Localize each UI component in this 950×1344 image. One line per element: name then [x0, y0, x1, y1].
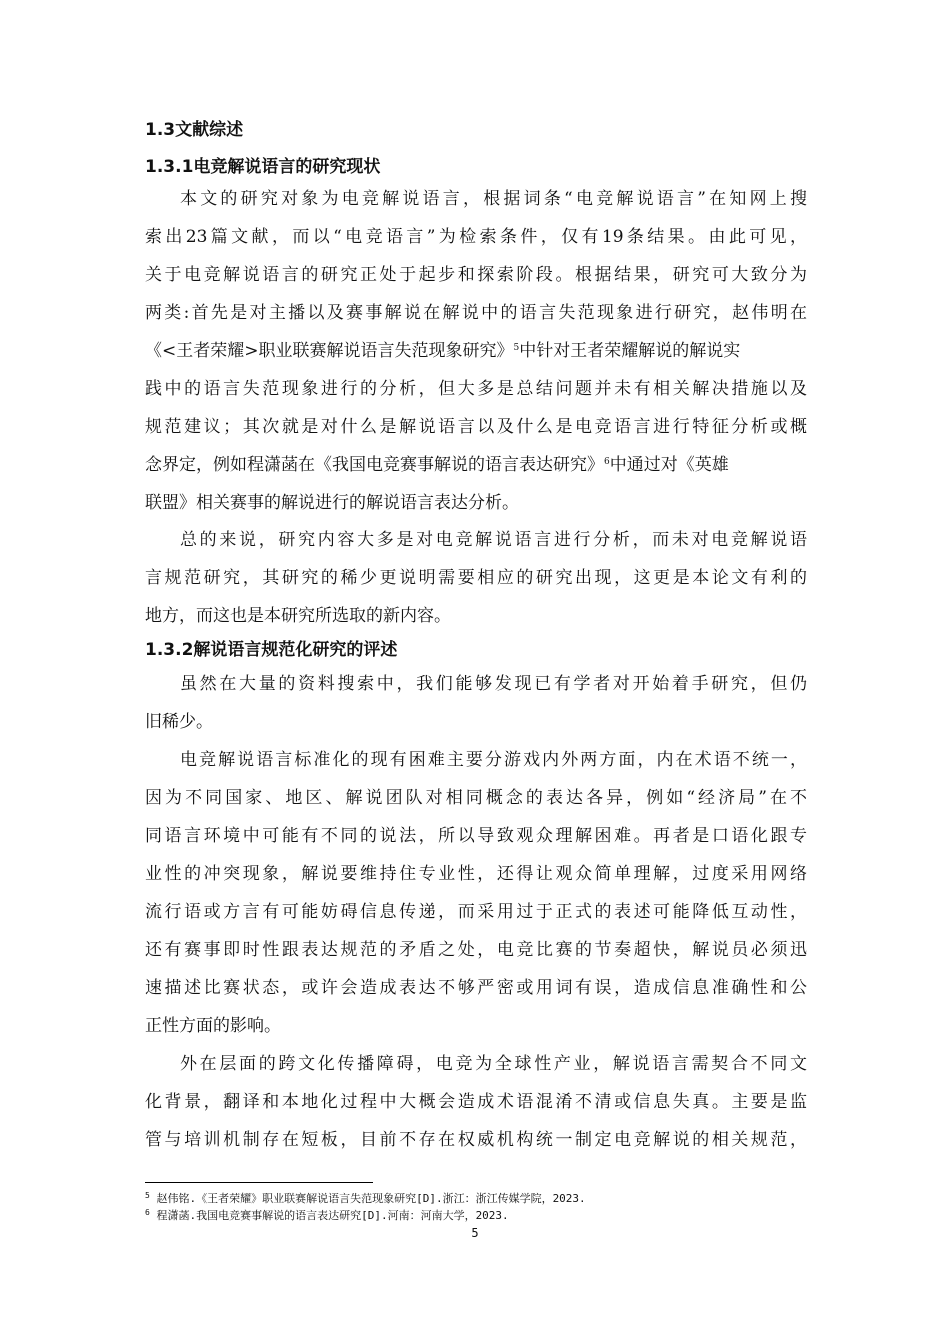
- citation-text: 中通过对《英雄: [609, 455, 729, 475]
- section-heading-1-3: 1.3文献综述: [145, 120, 244, 140]
- section-heading-1-3-1: 1.3.1电竞解说语言的研究现状: [145, 157, 381, 177]
- paragraph-line: 管与培训机制存在短板，目前不存在权威机构统一制定电竞解说的相关规范，: [145, 1130, 807, 1150]
- paragraph-line: 地方，而这也是本研究所选取的新内容。: [145, 606, 451, 626]
- footnote-6: [145, 1209, 509, 1223]
- paragraph-line: 践中的语言失范现象进行的分析，但大多是总结问题并未有相关解决措施以及: [145, 379, 807, 399]
- paragraph-line: 总的来说，研究内容大多是对电竞解说语言进行分析，而未对电竞解说语: [180, 530, 807, 550]
- paragraph-line: 本文的研究对象为电竞解说语言，根据词条“电竞解说语言”在知网上搜: [180, 189, 807, 209]
- footnote-ref-6: 6: [604, 457, 610, 467]
- paragraph-line: 业性的冲突现象，解说要维持住专业性，还得让观众简单理解，过度采用网络: [145, 864, 807, 884]
- paragraph-line: 两类:首先是对主播以及赛事解说在解说中的语言失范现象进行研究，赵伟明在: [145, 303, 807, 323]
- paragraph-line: 速描述比赛状态，或许会造成表达不够严密或用词有误，造成信息准确性和公: [145, 978, 807, 998]
- footnote-mark: 5: [145, 1191, 150, 1200]
- paragraph-line: 还有赛事即时性跟表达规范的矛盾之处，电竞比赛的节奏超快，解说员必须迅: [145, 940, 807, 960]
- footnote-mark: 6: [145, 1208, 150, 1217]
- section-heading-1-3-2: 1.3.2解说语言规范化研究的评述: [145, 640, 398, 660]
- paragraph-line: 规范建议；其次就是对什么是解说语言以及什么是电竞语言进行特征分析或概: [145, 417, 807, 437]
- paragraph-line: 外在层面的跨文化传播障碍，电竞为全球性产业，解说语言需契合不同文: [180, 1054, 807, 1074]
- footnote-ref-5: 5: [513, 343, 520, 353]
- footnote-5: [145, 1192, 586, 1206]
- citation-text: 中针对王者荣耀解说的解说实: [519, 341, 741, 361]
- paragraph-line: 联盟》相关赛事的解说进行的解说语言表达分析。: [145, 493, 519, 513]
- paragraph-line: 虽然在大量的资料搜索中，我们能够发现已有学者对开始着手研究，但仍: [180, 674, 807, 694]
- paragraph-line: 言规范研究，其研究的稀少更说明需要相应的研究出现，这更是本论文有利的: [145, 568, 807, 588]
- footnote-divider: [145, 1182, 373, 1183]
- citation-text: 念界定，例如程潇菡在《我国电竞赛事解说的语言表达研究》: [145, 455, 604, 475]
- paragraph-line: 因为不同国家、地区、解说团队对相同概念的表达各异，例如“经济局”在不: [145, 788, 807, 808]
- paragraph-line: 同语言环境中可能有不同的说法，所以导致观众理解困难。再者是口语化跟专: [145, 826, 807, 846]
- page-number: 5: [471, 1226, 479, 1240]
- paragraph-line: [145, 340, 807, 362]
- paragraph-line: 关于电竞解说语言的研究正处于起步和探索阶段。根据结果，研究可大致分为: [145, 265, 807, 285]
- paragraph-line: 正性方面的影响。: [145, 1016, 281, 1036]
- paragraph-line: [145, 454, 807, 476]
- footnote-text: 赵伟铭.《王者荣耀》职业联赛解说语言失范现象研究[D].浙江：浙江传媒学院，2023.: [156, 1192, 586, 1205]
- citation-text: 《<王者荣耀>职业联赛解说语言失范现象研究》: [145, 341, 514, 361]
- paragraph-line: 旧稀少。: [145, 712, 213, 732]
- paragraph-line: 电竞解说语言标准化的现有困难主要分游戏内外两方面，内在术语不统一，: [180, 750, 807, 770]
- footnote-text: 程潇菡.我国电竞赛事解说的语言表达研究[D].河南：河南大学，2023.: [156, 1209, 509, 1222]
- paragraph-line: 化背景，翻译和本地化过程中大概会造成术语混淆不清或信息失真。主要是监: [145, 1092, 807, 1112]
- paragraph-line: 流行语或方言有可能妨碍信息传递，而采用过于正式的表述可能降低互动性，: [145, 902, 807, 922]
- paragraph-line: 索出23篇文献，而以“电竞语言”为检索条件，仅有19条结果。由此可见，: [145, 227, 807, 247]
